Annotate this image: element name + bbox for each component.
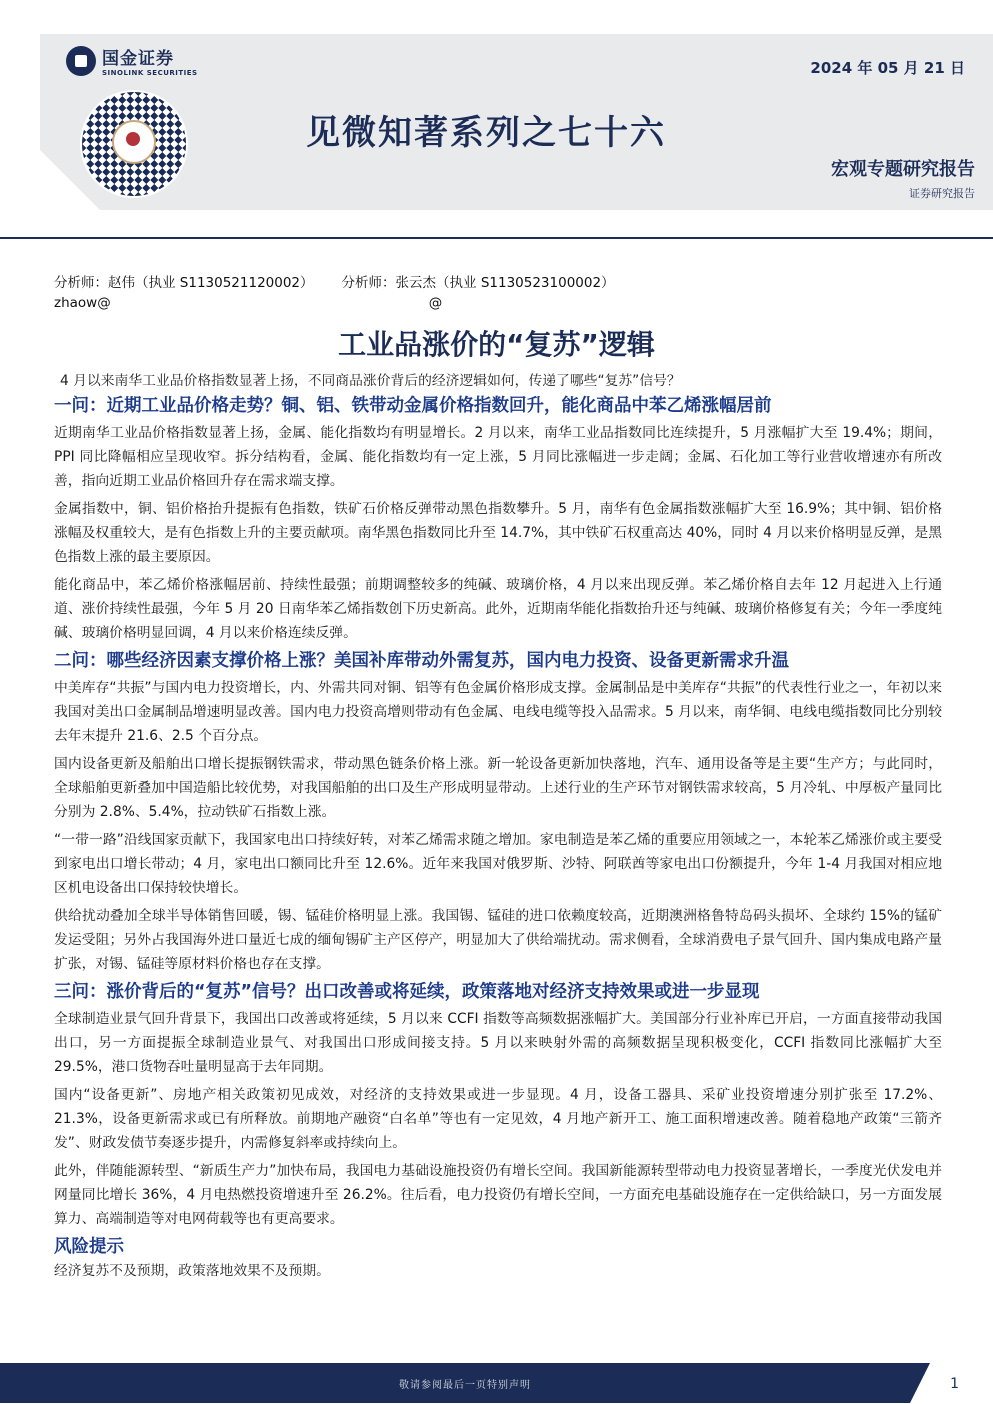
report-type: 宏观专题研究报告 [831,159,975,180]
risk-text: 经济复苏不及预期，政策落地效果不及预期。 [54,1263,330,1279]
logo-name-cn: 国金证券 [102,49,174,69]
section-2 [54,649,942,976]
header-divider [0,237,993,239]
logo-mark-icon [66,46,96,76]
paragraph: 国内“设备更新”、房地产相关政策初见成效，对经济的支持效果或进一步显现。4 月，设备工器具、采矿业投资增速分别扩张至 17.2%、21.3%，设备更新需求或已有所释放。前期地产融资“白名单”等也有一定见效，4 月地产新开工、施工面积增速改善。随着稳地产政策“三箭齐发”、财政发债节奏逐步提升，内需修复斜率或持续向上。 [54,1087,942,1151]
paragraph: 此外，伴随能源转型、“新质生产力”加快布局，我国电力基础设施投资仍有增长空间。我国新能源转型带动电力投资显著增长，一季度光伏发电并网量同比增长 36%，4 月电热燃投资增速升至 26.2%。往后看，电力投资仍有增长空间，一方面充电基础设施存在一定供给缺口，另一方面发展算力、高端制造等对电网荷载等也有更高要求。 [54,1163,942,1227]
analysts-block [54,273,615,313]
section-heading: 一问：近期工业品价格走势？铜、铝、铁带动金属价格指数回升，能化商品中苯乙烯涨幅居前 [54,396,772,416]
analyst-2-email: @ [428,295,443,311]
report-body [54,371,942,1283]
paragraph: 能化商品中，苯乙烯价格涨幅居前、持续性最强；前期调整较多的纯碱、玻璃价格，4 月以来出现反弹。苯乙烯价格自去年 12 月起进入上行通道、涨价持续性最强，今年 5 月 20 日南华苯乙烯指数创下历史新高。此外，近期南华能化指数抬升还与纯碱、玻璃价格修复有关；今年一季度纯碱、玻璃价格明显回调，4 月以来价格连续反弹。 [54,577,942,641]
analyst-1: 分析师：赵伟（执业 S1130521120002） [54,275,314,291]
series-title: 见微知著系列之七十六 [306,113,666,153]
risk-heading: 风险提示 [54,1237,124,1257]
report-subtype: 证券研究报告 [909,187,975,200]
section-3 [54,980,942,1231]
risk-section [54,1235,942,1283]
section-1 [54,394,942,645]
section-heading: 三问：涨价背后的“复苏”信号？出口改善或将延续，政策落地对经济支持效果或进一步显现 [54,982,760,1002]
paragraph: “一带一路”沿线国家贡献下，我国家电出口持续好转，对苯乙烯需求随之增加。家电制造是苯乙烯的重要应用领域之一，本轮苯乙烯涨价或主要受到家电出口增长带动；4 月，家电出口额同比升至 12.6%。近年来我国对俄罗斯、沙特、阿联酋等家电出口份额提升，今年 1-4 月我国对相应地区机电设备出口保持较快增长。 [54,832,942,896]
logo-name-en: SINOLINK SECURITIES [102,69,198,77]
paragraph: 中美库存“共振”与国内电力投资增长，内、外需共同对铜、铝等有色金属价格形成支撑。金属制品是中美库存“共振”的代表性行业之一，年初以来我国对美出口金属制品增速明显改善。国内电力投资高增则带动有色金属、电线电缆等投入品需求。5 月以来，南华铜、电线电缆指数同比分别较去年末提升 21.6、2.5 个百分点。 [54,680,942,744]
paragraph: 国内设备更新及船舶出口增长提振钢铁需求，带动黑色链条价格上涨。新一轮设备更新加快落地，汽车、通用设备等是主要“生产方；与此同时，全球船舶更新叠加中国造船比较优势，对我国船舶的出口及生产形成明显带动。上述行业的生产环节对钢铁需求较高，5 月冷轧、中厚板产量同比分别为 2.8%、5.4%，拉动铁矿石指数上涨。 [54,756,942,820]
intro-question: 4 月以来南华工业品价格指数显著上扬，不同商品涨价背后的经济逻辑如何，传递了哪些“复苏”信号？ [60,373,681,389]
footer-notice: 敬请参阅最后一页特别声明 [399,1380,531,1391]
paragraph: 金属指数中，铜、铝价格抬升提振有色指数，铁矿石价格反弹带动黑色指数攀升。5 月，南华有色金属指数涨幅扩大至 16.9%；其中铜、铝价格涨幅及权重较大，是有色指数上升的主要贡献项。南华黑色指数同比升至 14.7%，其中铁矿石权重高达 40%，同时 4 月以来价格明显反弹，是黑色指数上涨的最主要原因。 [54,501,943,565]
paragraph: 近期南华工业品价格指数显著上扬，金属、能化指数均有明显增长。2 月以来，南华工业品指数同比连续提升，5 月涨幅扩大至 19.4%；期间，PPI 同比降幅相应呈现收窄。拆分结构看，金属、能化指数均有一定上涨，5 月同比涨幅进一步走阔；金属、石化加工等行业营收增速亦有所改善，指向近期工业品价格回升存在需求端支撑。 [54,425,942,489]
report-title: 工业品涨价的“复苏”逻辑 [338,328,655,361]
section-heading: 二问：哪些经济因素支撑价格上涨？美国补库带动外需复苏，国内电力投资、设备更新需求升温 [54,651,789,671]
analyst-2: 分析师：张云杰（执业 S1130523100002） [341,275,615,291]
company-logo [66,44,198,77]
page-number: 1 [950,1376,959,1392]
analyst-1-email: zhaow@ [54,295,111,311]
report-date: 2024 年 05 月 21 日 [810,59,965,77]
paragraph: 供给扰动叠加全球半导体销售回暖，锡、锰硅价格明显上涨。我国锡、锰硅的进口依赖度较高，近期澳洲格鲁特岛码头损坏、全球约 15%的锰矿发运受阻；另外占我国海外进口量近七成的缅甸锡矿主产区停产，明显加大了供给端扰动。需求侧看，全球消费电子景气回升、国内集成电路产量扩张，对锡、锰硅等原材料价格也存在支撑。 [54,908,942,972]
qr-center-emblem-icon [112,120,156,164]
paragraph: 全球制造业景气回升背景下，我国出口改善或将延续，5 月以来 CCFI 指数等高频数据涨幅扩大。美国部分行业补库已开启，一方面直接带动我国出口，另一方面提振全球制造业景气、对我国出口形成间接支持。5 月以来映射外需的高频数据呈现积极变化，CCFI 指数同比涨幅扩大至 29.5%，港口货物吞吐量明显高于去年同期。 [54,1011,942,1075]
